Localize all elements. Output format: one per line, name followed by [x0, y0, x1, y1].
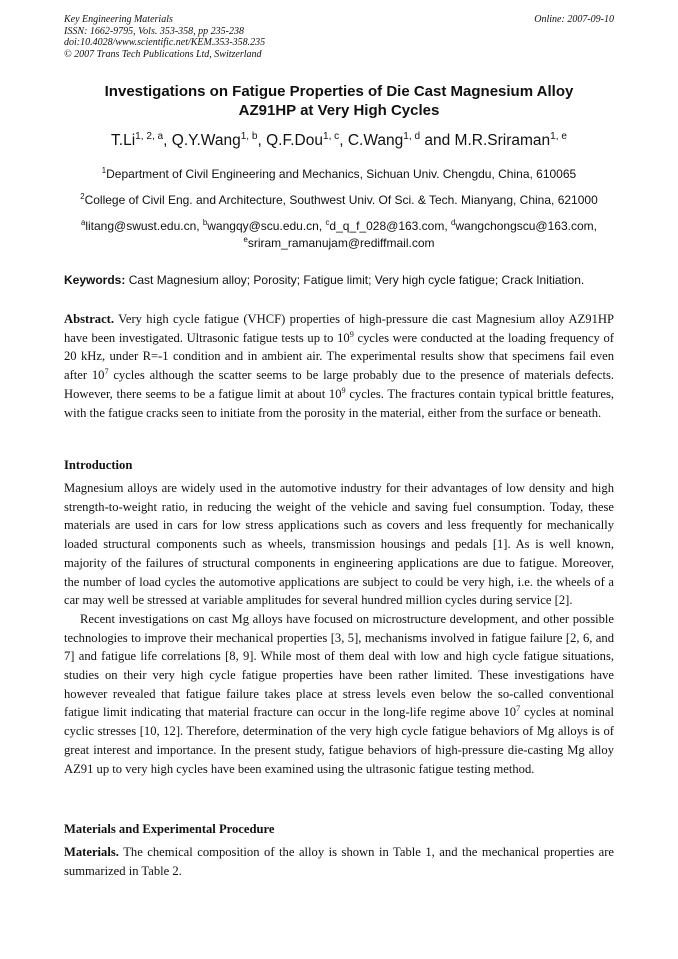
- exponent: 7: [516, 704, 521, 714]
- title-line-2: AZ91HP at Very High Cycles: [238, 102, 440, 119]
- journal-header: [64, 14, 614, 60]
- abstract: [64, 310, 614, 422]
- email-mark: c: [325, 218, 330, 227]
- paper-title: [64, 82, 614, 120]
- exponent: 7: [104, 366, 109, 376]
- author-separator: ,: [257, 132, 267, 149]
- author-list: [64, 131, 614, 151]
- email-mark: a: [81, 218, 86, 227]
- author-name: M.R.Sriraman: [454, 132, 551, 149]
- author-separator: and: [420, 132, 455, 149]
- abstract-text: Very high cycle fatigue (VHCF) properties of high-pressure die cast Magnesium alloy AZ91HP have been investigated. Ultrasonic fatigue tests up to 10: [64, 312, 615, 345]
- introduction-paragraph-1: Magnesium alloys are widely used in the automotive industry for their advantages of low density and high strength-to-weight ratio, in reducing the weight of the vehicle and saving fuel consumption. Today, these materials are used in cars for low stress applications such as covers and less frequently for mechanically loaded structural components such as wheels, transmission housings and pedals [1]. As is well known, majority of the failures of structural components in engineering applications are due to fatigue. Moreover, the number of load cycles the automotive applications are subject to could be very high, i.e. the wheels of a car may well be stressed at variable amplitudes for several hundred million cycles during service [2].: [64, 481, 614, 608]
- affiliation-text: Department of Civil Engineering and Mechanics, Sichuan Univ. Chengdu, China, 610065: [106, 167, 577, 181]
- author-affiliation-mark: 1, d: [403, 130, 421, 142]
- author-name: Q.F.Dou: [266, 132, 323, 149]
- materials-text: The chemical composition of the alloy is shown in Table 1, and the mechanical properties are summarized in Table 2.: [64, 845, 614, 878]
- paragraph-text: cycles at nominal cyclic stresses [10, 12]. Therefore, determination of the very high cycle fatigue behaviors of Mg alloys is of great interest and importance. In the present study, fatigue behaviors of high-pressure die-casting Mg alloy AZ91 up to very high cycles have been examined using the ultrasonic fatigue testing method.: [64, 705, 614, 776]
- introduction-paragraph-2: [64, 610, 614, 778]
- author-separator: ,: [163, 132, 172, 149]
- keywords-text: Cast Magnesium alloy; Porosity; Fatigue limit; Very high cycle fatigue; Crack Initiation.: [128, 273, 585, 287]
- email-address: litang@swust.edu.cn,: [85, 219, 203, 233]
- author-affiliation-mark: 1, 2, a: [135, 130, 164, 142]
- affiliation-mark: 2: [80, 192, 85, 201]
- section-heading-introduction: Introduction: [64, 458, 133, 472]
- author-name: Q.Y.Wang: [171, 132, 241, 149]
- journal-copyright: © 2007 Trans Tech Publications Ltd, Switzerland: [64, 48, 262, 60]
- email-address: wangqy@scu.edu.cn,: [207, 219, 326, 233]
- author-name: C.Wang: [347, 132, 404, 149]
- abstract-label: Abstract.: [64, 312, 115, 326]
- author-separator: ,: [339, 132, 348, 149]
- author-affiliation-mark: 1, c: [322, 130, 340, 142]
- title-line-1: Investigations on Fatigue Properties of Die Cast Magnesium Alloy: [104, 83, 574, 100]
- email-line-2: [60, 235, 618, 251]
- exponent: 9: [341, 385, 346, 395]
- affiliation-1: [60, 166, 618, 182]
- affiliation-text: College of Civil Eng. and Architecture, Southwest Univ. Of Sci. & Tech. Mianyang, China, 621000: [84, 193, 598, 207]
- email-mark: e: [243, 235, 248, 244]
- introduction-body: [64, 479, 614, 778]
- affiliation-mark: 1: [101, 166, 107, 175]
- keywords: [64, 272, 614, 288]
- materials-label: Materials.: [64, 845, 119, 859]
- keywords-label: Keywords:: [64, 273, 126, 287]
- author-name: T.Li: [111, 132, 136, 149]
- abstract-text: cycles although the scatter seems to be large probably due to the presence of materials defects. However, there seems to be a fatigue limit at about 10: [64, 368, 614, 401]
- email-address: wangchongscu@163.com,: [455, 219, 597, 233]
- materials-body: [64, 843, 614, 880]
- abstract-text: cycles were conducted at the loading frequency of 20 kHz, under R=-1 condition and in ambient air. The experimental results show that specimens fail even after 10: [64, 330, 614, 383]
- journal-doi: doi:10.4028/www.scientific.net/KEM.353-358.235: [64, 37, 266, 48]
- email-line-1: [60, 218, 618, 234]
- affiliation-2: [60, 192, 618, 208]
- journal-issn: ISSN: 1662-9795, Vols. 353-358, pp 235-238: [64, 25, 244, 37]
- author-affiliation-mark: 1, b: [240, 130, 258, 142]
- email-mark: d: [451, 218, 456, 227]
- author-affiliation-mark: 1, e: [550, 130, 567, 142]
- online-date: Online: 2007-09-10: [534, 14, 614, 25]
- journal-name: Key Engineering Materials: [64, 14, 173, 25]
- email-address: sriram_ramanujam@rediffmail.com: [247, 236, 435, 250]
- exponent: 9: [349, 329, 354, 339]
- paragraph-text: Recent investigations on cast Mg alloys have focused on microstructure development, and other possible technologies to improve their mechanical properties [3, 5], mechanisms involved in fatigue failure [2, 6, and 7] and fatigue life correlations [8, 9]. While most of them deal with low and high cycle fatigue situations, studies on their very high cycle fatigue properties have been rather limited. These investigations have however revealed that fatigue failure takes place at stress levels even below the so-called conventional fatigue limit indicating that material fracture can occur in the long-life regime above 10: [64, 611, 614, 720]
- section-heading-materials: Materials and Experimental Procedure: [64, 822, 275, 836]
- email-address: d_q_f_028@163.com,: [329, 219, 452, 233]
- abstract-text: cycles. The fractures contain typical brittle features, with the fatigue cracks seen to initiate from the porosity in the material, either from the surface or beneath.: [64, 386, 615, 420]
- email-mark: b: [202, 218, 208, 227]
